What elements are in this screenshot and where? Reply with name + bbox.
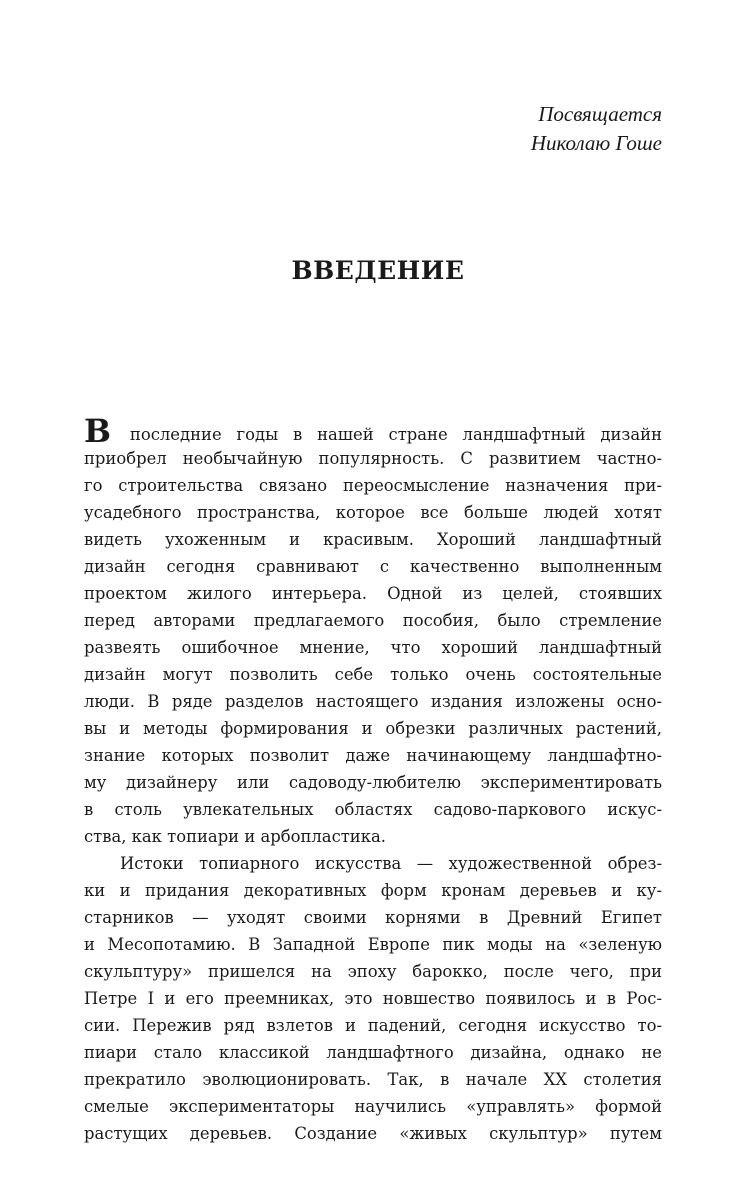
text-line: растущих деревьев. Создание «живых скульптур» путем: [84, 1124, 662, 1143]
paragraph-2: [84, 850, 662, 1147]
text-line: Петре I и его преемниках, это новшество появилось и в Рос-: [84, 989, 662, 1008]
text-line: му дизайнеру или садоводу-любителю экспериментировать: [84, 773, 662, 792]
text-line: развеять ошибочное мнение, что хороший ландшафтный: [84, 638, 662, 657]
text-line: Истоки топиарного искусства — художественной обрез-: [120, 854, 662, 873]
text-line: дизайн могут позволить себе только очень состоятельные: [84, 665, 662, 684]
text-line: в столь увлекательных областях садово-паркового искус-: [84, 800, 662, 819]
text-line: перед авторами предлагаемого пособия, было стремление: [84, 611, 662, 630]
text-line: знание которых позволит даже начинающему ландшафтно-: [84, 746, 662, 765]
text-line: люди. В ряде разделов настоящего издания изложены осно-: [84, 692, 662, 711]
body-text: [84, 412, 662, 1147]
text-line: усадебного пространства, которое все больше людей хотят: [84, 503, 662, 522]
text-line: ства, как топиари и арбопластика.: [84, 827, 386, 846]
text-line: сии. Пережив ряд взлетов и падений, сегодня искусство то-: [84, 1016, 662, 1035]
text-line: пиари стало классикой ландшафтного дизайна, однако не: [84, 1043, 662, 1062]
text-line: старников — уходят своими корнями в Древний Египет: [84, 908, 662, 927]
chapter-title: ВВЕДЕНИЕ: [291, 256, 465, 285]
text-line: го строительства связано переосмысление назначения при-: [84, 476, 662, 495]
dedication-line-1: Посвящается: [538, 102, 662, 126]
text-line: прекратило эволюционировать. Так, в начале XX столетия: [84, 1070, 662, 1089]
dedication: [531, 100, 662, 158]
text-line: ки и придания декоративных форм кронам деревьев и ку-: [84, 881, 662, 900]
text-line: скульптуру» пришелся на эпоху барокко, после чего, при: [84, 962, 662, 981]
text-line: проектом жилого интерьера. Одной из целей, стоявших: [84, 584, 662, 603]
drop-cap: В: [84, 412, 112, 450]
text-line: дизайн сегодня сравнивают с качественно выполненным: [84, 557, 662, 576]
text-line: В последние годы в нашей стране ландшафтный дизайн: [84, 412, 662, 450]
paragraph-1: [84, 412, 662, 850]
text-line: видеть ухоженным и красивым. Хороший ландшафтный: [84, 530, 662, 549]
text-line: и Месопотамию. В Западной Европе пик моды на «зеленую: [84, 935, 662, 954]
text-line: вы и методы формирования и обрезки различных растений,: [84, 719, 662, 738]
text-line: смелые экспериментаторы научились «управлять» формой: [84, 1097, 662, 1116]
dedication-line-2: Николаю Гоше: [530, 131, 662, 155]
text-line: приобрел необычайную популярность. С развитием частно-: [84, 449, 662, 468]
